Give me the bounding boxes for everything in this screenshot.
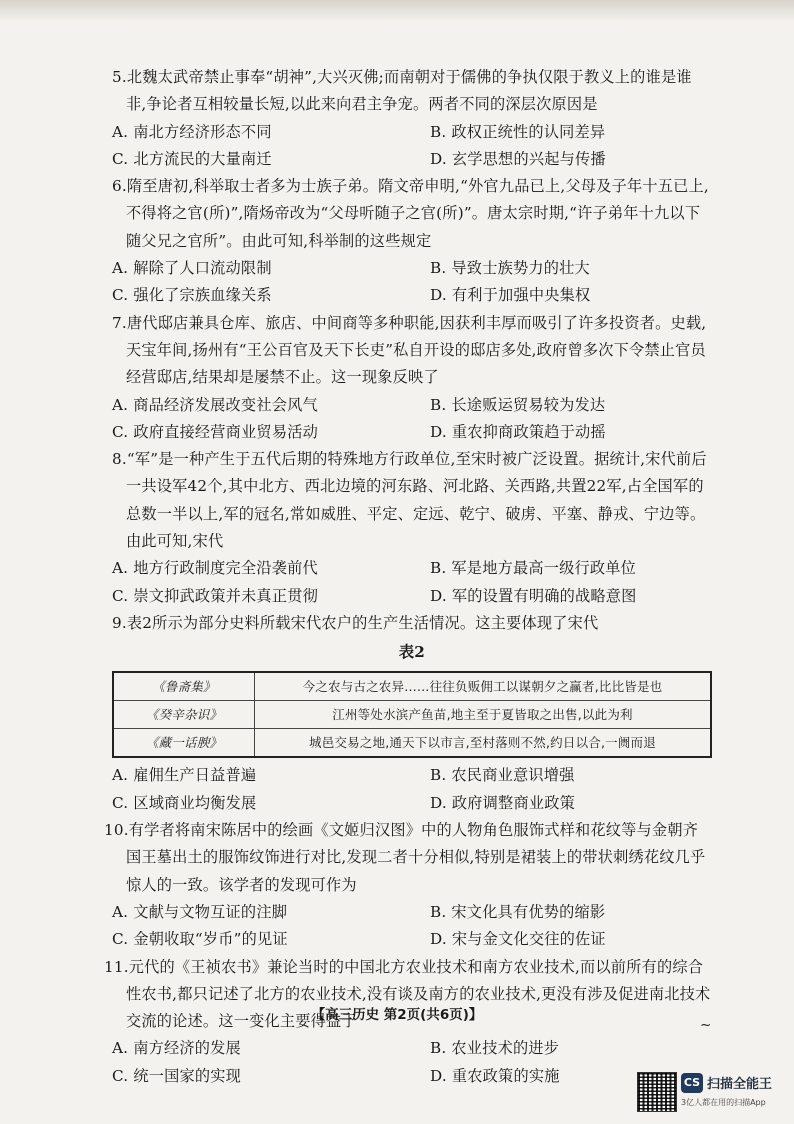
scanner-tagline: 3亿人都在用的扫描App <box>681 1098 766 1107</box>
footer-label: 【高三历史 第2页(共6页)】 <box>311 1007 483 1023</box>
option-d: D. 有利于加强中央集权 <box>430 286 591 305</box>
question-text: 9.表2所示为部分史料所载宋代农户的生产生活情况。这主要体现了宋代 <box>112 613 599 632</box>
option-a: A. 雇佣生产日益普遍 <box>112 766 257 785</box>
option-b: B. 农业技术的进步 <box>430 1039 560 1058</box>
option-b: B. 长途贩运贸易较为发达 <box>430 395 606 414</box>
cs-logo-icon: CS <box>681 1073 703 1093</box>
question-8 <box>112 446 712 610</box>
options <box>112 119 712 174</box>
option-c: C. 强化了宗族血缘关系 <box>112 286 272 305</box>
option-d: D. 玄学思想的兴起与传播 <box>430 149 606 168</box>
question-text: 8.“军”是一种产生于五代后期的特殊地方行政单位,至宋时被广泛设置。据统计,宋代前后一共设军42个,其中北方、西北边境的河东路、河北路、关西路,共置22军,占全国军的总数一半以上,军的冠名,常如威胜、平定、定远、乾宁、破虏、平塞、静戎、宁边等。由此可知,宋代 <box>112 450 707 551</box>
question-text: 11.元代的《王祯农书》兼论当时的中国北方农业技术和南方农业技术,而以前所有的综合性农书,都只记述了北方的农业技术,没有谈及南方的农业技术,更没有涉及促进南北技术交流的论述。这一变化主要得益于 <box>104 957 711 1031</box>
table-cell-source: 《鲁斋集》 <box>113 672 255 701</box>
exam-page-content <box>104 64 712 1090</box>
option-d: D. 重农政策的实施 <box>430 1066 560 1085</box>
question-text: 10.有学者将南宋陈居中的绘画《文姬归汉图》中的人物角色服饰式样和花纹等与金朝齐国王墓出土的服饰纹饰进行对比,发现二者十分相似,特别是裙装上的带状刺绣花纹几乎惊人的一致。该学者的发现可作为 <box>104 821 706 894</box>
option-c: C. 统一国家的实现 <box>112 1066 242 1085</box>
table-title: 表2 <box>398 643 426 662</box>
options <box>112 762 712 817</box>
option-c: C. 北方流民的大量南迁 <box>112 149 272 168</box>
option-b: B. 导致士族势力的壮大 <box>430 259 590 278</box>
option-a: A. 南北方经济形态不同 <box>112 122 272 141</box>
question-9 <box>112 610 712 817</box>
table-cell-text: 城邑交易之地,通天下以市言,至村落则不然,约日以合,一阓而退 <box>255 729 712 758</box>
question-5 <box>112 64 712 173</box>
question-7 <box>112 310 712 446</box>
option-c: C. 金朝收取“岁币”的见证 <box>112 930 288 949</box>
option-b: B. 农民商业意识增强 <box>430 766 575 785</box>
qr-code-icon <box>637 1072 677 1112</box>
options <box>112 555 712 610</box>
table-cell-text: 江州等处水滨产鱼苗,地主至于夏皆取之出售,以此为利 <box>255 700 712 728</box>
option-d: D. 重农抑商政策趋于动摇 <box>430 422 606 441</box>
question-text: 5.北魏太武帝禁止事奉“胡神”,大兴灭佛;而南朝对于儒佛的争执仅限于教义上的谁是谁非,争论者互相较量长短,以此来向君主争宠。两者不同的深层次原因是 <box>112 68 692 114</box>
option-b: B. 军是地方最高一级行政单位 <box>430 559 637 578</box>
scanner-brand-name: 扫描全能王 <box>707 1077 773 1092</box>
options <box>112 1035 712 1090</box>
footer-mark: ~ <box>700 1017 712 1033</box>
option-a: A. 解除了人口流动限制 <box>112 259 272 278</box>
option-a: A. 南方经济的发展 <box>112 1039 241 1058</box>
table-row <box>113 729 711 758</box>
option-d: D. 政府调整商业政策 <box>430 793 575 812</box>
page-footer <box>0 1003 794 1033</box>
question-10 <box>104 817 712 953</box>
options <box>112 255 712 310</box>
option-a: A. 文献与文物互证的注脚 <box>112 902 288 921</box>
top-shadow <box>0 0 794 22</box>
question-text: 6.隋至唐初,科举取士者多为士族子弟。隋文帝申明,“外官九品已上,父母及子年十五已上,不得将之官(所)”,隋炀帝改为“父母听随子之官(所)”。唐太宗时期,“许子弟年十九以下随父兄之官所”。由此可知,科举制的这些规定 <box>112 177 709 250</box>
option-b: B. 宋文化具有优势的缩影 <box>430 902 606 921</box>
table-row <box>113 672 711 701</box>
option-c: C. 崇文抑武政策并未真正贯彻 <box>112 586 318 605</box>
option-d: D. 军的设置有明确的战略意图 <box>430 586 637 605</box>
question-6 <box>112 173 712 309</box>
question-text: 7.唐代邸店兼具仓库、旅店、中间商等多种职能,因获利丰厚而吸引了许多投资者。史载,天宝年间,扬州有“王公百官及天下长吏”私自开设的邸店多处,政府曾多次下令禁止官员经营邸店,结果却是屡禁不止。这一现象反映了 <box>112 313 707 387</box>
table-cell-text: 今之农与古之农异……往往负贩佣工以谋朝夕之赢者,比比皆是也 <box>255 672 712 701</box>
table-cell-source: 《藏一话腴》 <box>113 729 255 758</box>
table-cell-source: 《癸辛杂识》 <box>113 700 255 728</box>
option-a: A. 地方行政制度完全沿袭前代 <box>112 559 318 578</box>
options <box>112 392 712 447</box>
options <box>112 899 712 954</box>
source-table <box>112 671 712 759</box>
option-b: B. 政权正统性的认同差异 <box>430 122 606 141</box>
option-c: C. 区域商业均衡发展 <box>112 793 257 812</box>
option-a: A. 商品经济发展改变社会风气 <box>112 395 318 414</box>
option-c: C. 政府直接经营商业贸易活动 <box>112 422 318 441</box>
table-row <box>113 700 711 728</box>
option-d: D. 宋与金文化交往的佐证 <box>430 930 606 949</box>
